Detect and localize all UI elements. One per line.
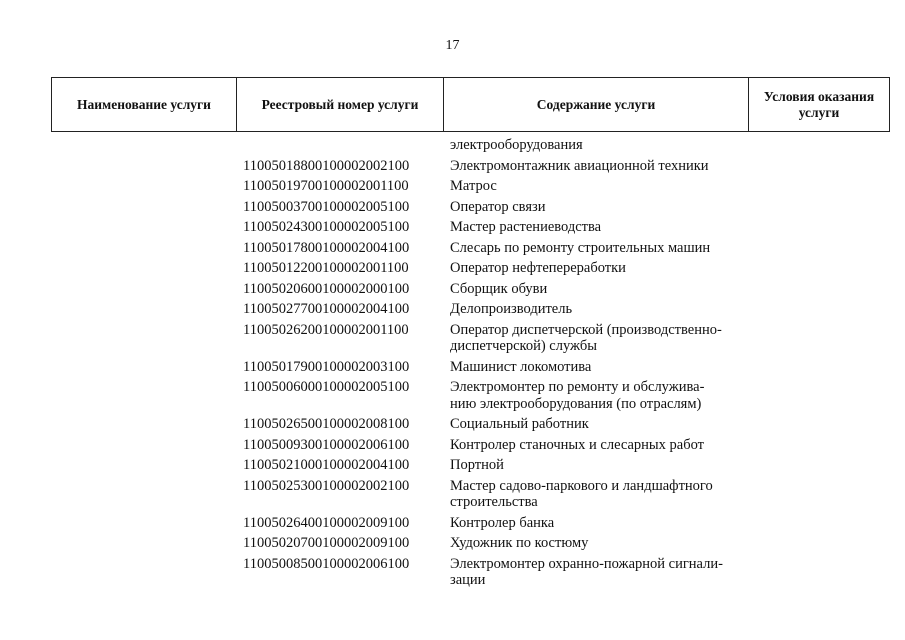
- registry-number: 11005006000100002005100: [243, 379, 410, 395]
- registry-number: 11005019700100002001100: [243, 178, 409, 194]
- service-content-line: строительства: [450, 494, 538, 510]
- service-content: [450, 433, 750, 454]
- service-content: [450, 236, 750, 257]
- service-content-line: Электромонтажник авиационной техники: [450, 157, 709, 174]
- table-row: [0, 318, 905, 355]
- table-row: [0, 133, 905, 154]
- table-row: [0, 256, 905, 277]
- registry-number: 11005026400100002009100: [243, 514, 410, 531]
- service-content-line: Мастер садово-паркового и ландшафтного: [450, 477, 713, 494]
- table-row: [0, 174, 905, 195]
- service-content: [450, 375, 750, 412]
- service-content: [450, 154, 750, 175]
- table-row: [0, 474, 905, 511]
- table-row: [0, 236, 905, 257]
- table-row: [0, 531, 905, 552]
- service-content-line: Оператор диспетчерской (производственно-: [450, 321, 722, 338]
- registry-number: 11005027700100002004100: [243, 301, 410, 317]
- registry-number: 11005020700100002009100: [243, 535, 410, 551]
- service-content-line: Портной: [450, 457, 504, 473]
- registry-number: 11005021000100002004100: [243, 457, 410, 473]
- service-content-line: Социальный работник: [450, 416, 589, 432]
- service-content: [450, 453, 750, 474]
- service-content-line: Слесарь по ремонту строительных машин: [450, 239, 711, 256]
- table-row: [0, 433, 905, 454]
- service-content: [450, 412, 750, 433]
- registry-number: 11005018800100002002100: [243, 157, 410, 174]
- registry-number: 11005012200100002001100: [243, 260, 409, 276]
- table-row: [0, 453, 905, 474]
- header-service-conditions: Условия оказания услуги: [763, 88, 875, 120]
- service-content-line: Художник по костюму: [450, 535, 589, 551]
- service-content-line: диспетчерской) службы: [450, 338, 597, 354]
- service-content-line: нию электрооборудования (по отраслям): [450, 395, 702, 412]
- table-row: [0, 154, 905, 175]
- table-row: [0, 355, 905, 376]
- service-content: [450, 297, 750, 318]
- service-content-line: Машинист локомотива: [450, 358, 592, 375]
- registry-number: 11005008500100002006100: [243, 555, 410, 572]
- service-content: [450, 474, 750, 511]
- service-content-line: Контролер станочных и слесарных работ: [450, 436, 705, 453]
- service-content: [450, 277, 750, 298]
- header-service-content: Содержание услуги: [444, 78, 749, 131]
- service-content: [450, 174, 750, 195]
- registry-number: 11005003700100002005100: [243, 198, 410, 215]
- table-row: [0, 297, 905, 318]
- table-row: [0, 412, 905, 433]
- registry-number: 11005025300100002002100: [243, 477, 410, 494]
- header-service-name: Наименование услуги: [52, 78, 237, 131]
- service-content: [450, 318, 750, 355]
- service-content-line: электрооборудования: [450, 137, 583, 153]
- service-content: [450, 133, 750, 154]
- service-content-line: зации: [450, 572, 486, 588]
- service-content-line: Делопроизводитель: [450, 301, 573, 317]
- registry-number: 11005009300100002006100: [243, 436, 410, 453]
- registry-number: 11005017800100002004100: [243, 239, 410, 256]
- registry-number: 11005020600100002000100: [243, 280, 410, 297]
- table-row: [0, 375, 905, 412]
- service-content: [450, 256, 750, 277]
- service-content: [450, 531, 750, 552]
- table-row: [0, 511, 905, 532]
- header-registry-number: Реестровый номер услуги: [237, 78, 444, 131]
- service-content-line: Матрос: [450, 178, 497, 194]
- table-row: [0, 215, 905, 236]
- service-content-line: Сборщик обуви: [450, 280, 548, 297]
- service-content: [450, 215, 750, 236]
- registry-number: 11005017900100002003100: [243, 358, 410, 375]
- registry-number: 11005024300100002005100: [243, 219, 410, 235]
- page-number: 17: [445, 38, 460, 53]
- service-content: [450, 355, 750, 376]
- service-content-line: Мастер растениеводства: [450, 219, 602, 235]
- service-content: [450, 195, 750, 216]
- table-header: [51, 77, 890, 132]
- service-content-line: Контролер банка: [450, 514, 555, 531]
- table-row: [0, 277, 905, 298]
- service-content: [450, 552, 750, 589]
- service-content-line: Электромонтер охранно-пожарной сигнали-: [450, 555, 723, 572]
- service-content-line: Электромонтер по ремонту и обслужива-: [450, 379, 705, 395]
- registry-number: 11005026200100002001100: [243, 321, 409, 338]
- table-body: [0, 133, 905, 589]
- table-row: [0, 552, 905, 589]
- table-row: [0, 195, 905, 216]
- registry-number: 11005026500100002008100: [243, 416, 410, 432]
- service-content: [450, 511, 750, 532]
- service-content-line: Оператор связи: [450, 198, 546, 215]
- service-content-line: Оператор нефтепереработки: [450, 260, 626, 276]
